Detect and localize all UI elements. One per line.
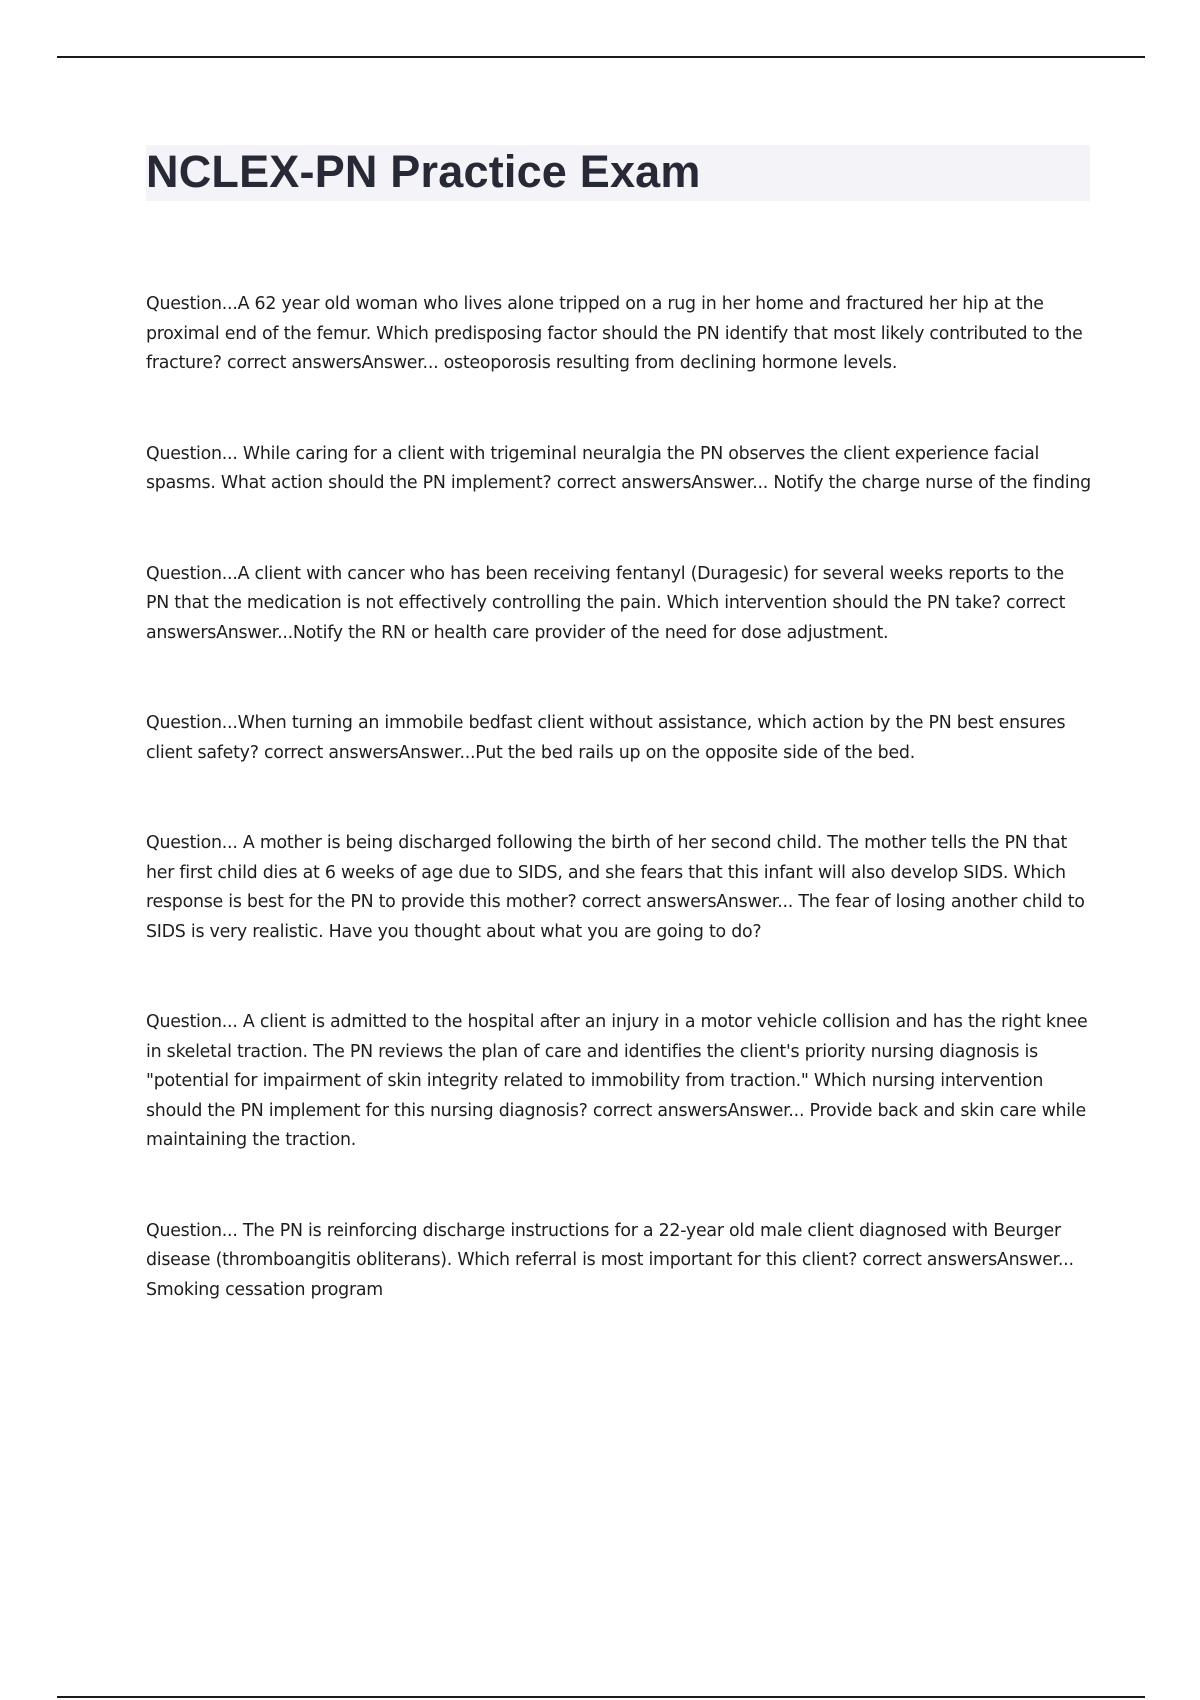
question-item-4: Question...When turning an immobile bedfast client without assistance, which action by the PN best ensures client safety? correct answersAnswer...Put the bed rails up on the opposite side of the bed. — [146, 713, 1066, 763]
question-item-1: Question...A 62 year old woman who lives alone tripped on a rug in her home and fractured her hip at the proximal end of the femur. Which predisposing factor should the PN identify that most likely contributed to the fracture? correct answersAnswer... osteoporosis resulting from declining hormone levels. — [146, 294, 1083, 373]
top-rule — [57, 56, 1145, 58]
question-item-7: Question... The PN is reinforcing discharge instructions for a 22-year old male client diagnosed with Beurger disease (thromboangitis obliterans). Which referral is most important for this client? correct answersAnswer... Smoking cessation program — [146, 1220, 1074, 1300]
question-item-2: Question... While caring for a client with trigeminal neuralgia the PN observes the client experience facial spasms. What action should the PN implement? correct answersAnswer... Notify the charge nurse of the finding — [146, 443, 1091, 493]
question-item-6: Question... A client is admitted to the hospital after an injury in a motor vehicle collision and has the right knee in skeletal traction. The PN reviews the plan of care and identifies the client's priority nursing diagnosis is "potential for impairment of skin integrity related to immobility from traction." Which nursing intervention should the PN implement for this nursing diagnosis? correct answersAnswer... Provide back and skin care while maintaining the traction. — [146, 1012, 1088, 1150]
question-item-3: Question...A client with cancer who has been receiving fentanyl (Duragesic) for several weeks reports to the PN that the medication is not effectively controlling the pain. Which intervention should the PN take? correct answersAnswer...Notify the RN or health care provider of the need for dose adjustment. — [146, 563, 1066, 643]
bottom-rule — [57, 1696, 1145, 1698]
page-title: NCLEX-PN Practice Exam — [146, 146, 701, 197]
question-item-5: Question... A mother is being discharged following the birth of her second child. The mother tells the PN that her first child dies at 6 weeks of age due to SIDS, and she fears that this infant will also develop SIDS. Which response is best for the PN to provide this mother? correct answersAnswer... The fear of losing another child to SIDS is very realistic. Have you thought about what you are going to do? — [146, 833, 1085, 942]
question-list — [146, 290, 1091, 1305]
